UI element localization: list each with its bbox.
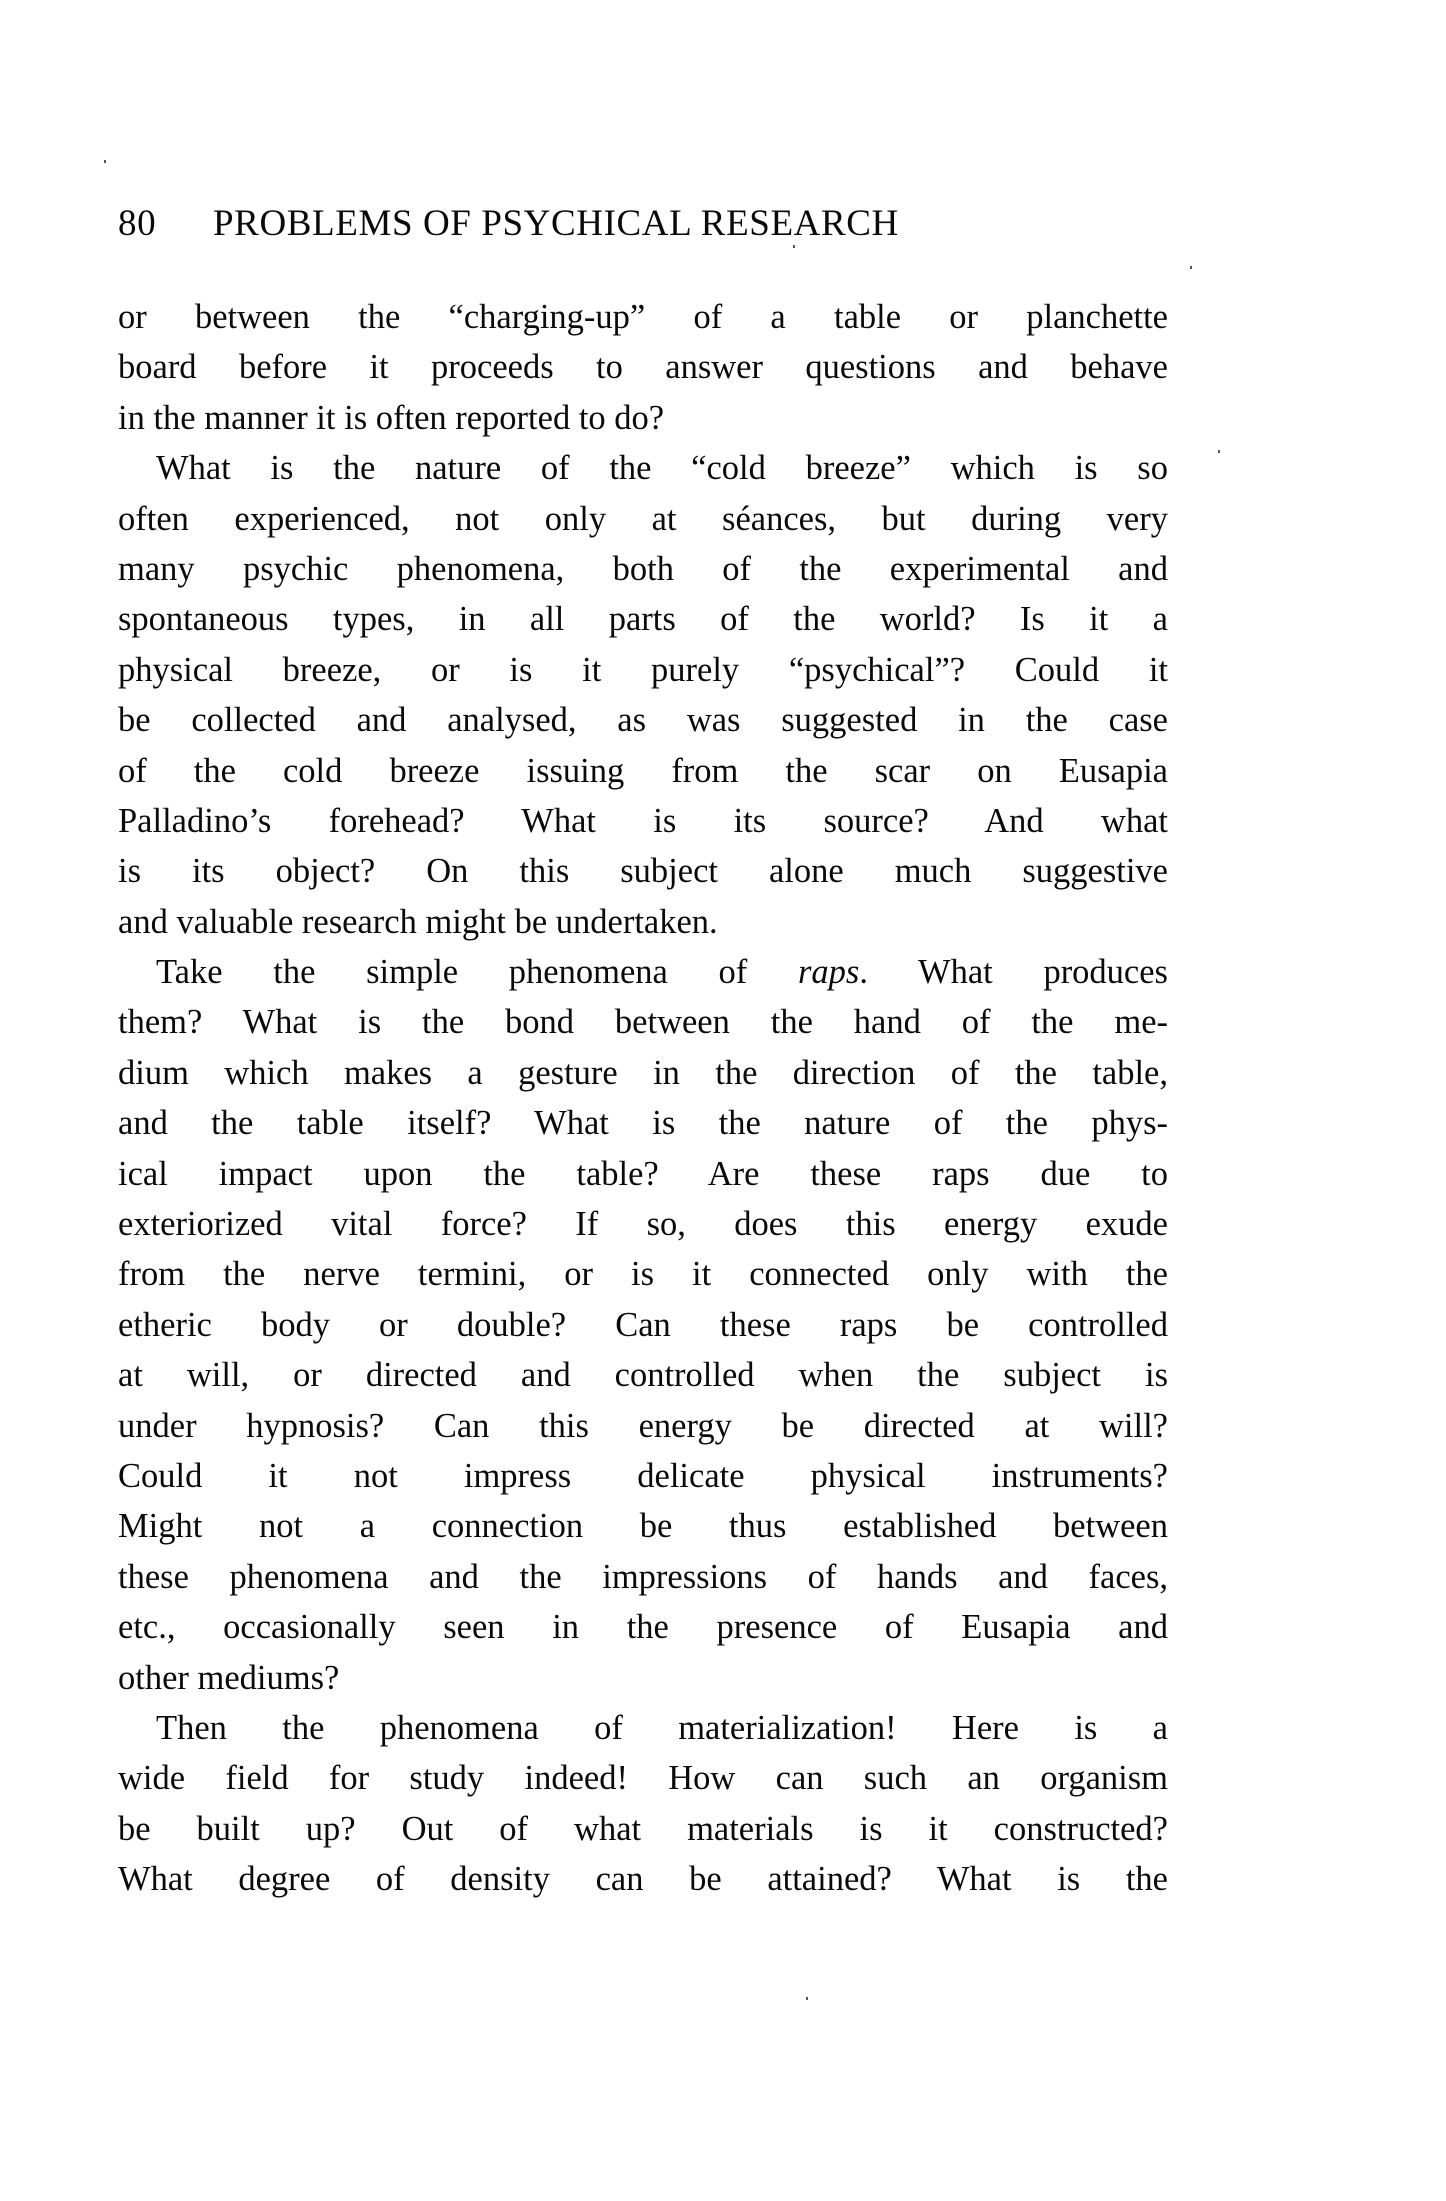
text-line: exteriorized vital force? If so, does this energy exude: [118, 1205, 1168, 1244]
scan-speck: [806, 1997, 808, 2000]
text-line: be collected and analysed, as was suggested in the case: [118, 701, 1168, 740]
text-line: these phenomena and the impressions of hands and faces,: [118, 1557, 1168, 1596]
text-line: ical impact upon the table? Are these raps due to: [118, 1154, 1168, 1193]
text-line: them? What is the bond between the hand of the me-: [118, 1003, 1168, 1042]
text-line: dium which makes a gesture in the direction of the table,: [118, 1053, 1168, 1092]
text-line: etc., occasionally seen in the presence of Eusapia and: [118, 1608, 1168, 1647]
text-line: etheric body or double? Can these raps be controlled: [118, 1305, 1168, 1344]
text-line: Then the phenomena of materialization! Here is a: [156, 1708, 1168, 1747]
text-line: physical breeze, or is it purely “psychical”? Could it: [118, 650, 1168, 689]
running-header: [118, 200, 1118, 248]
scan-speck: [1218, 450, 1220, 453]
text-line: other mediums?: [118, 1658, 340, 1697]
text-line: and valuable research might be undertaken.: [118, 902, 718, 941]
scan-speck: [793, 245, 795, 248]
text-line: and the table itself? What is the nature of the phys-: [118, 1104, 1168, 1143]
text-line: under hypnosis? Can this energy be directed at will?: [118, 1406, 1168, 1445]
text-line: be built up? Out of what materials is it constructed?: [118, 1809, 1168, 1848]
text-line: spontaneous types, in all parts of the world? Is it a: [118, 600, 1168, 639]
scan-speck: [104, 160, 106, 163]
running-title: PROBLEMS OF PSYCHICAL RESEARCH: [213, 203, 899, 244]
text-line: [118, 947, 1168, 997]
scan-speck: [1190, 266, 1192, 269]
text-line: Palladino’s forehead? What is its source? And what: [118, 801, 1168, 840]
text-run: Take the simple phenomena of: [156, 953, 798, 992]
text-line: is its object? On this subject alone much suggestive: [118, 852, 1168, 891]
text-line: What degree of density can be attained? What is the: [118, 1860, 1168, 1899]
text-line: Could it not impress delicate physical instruments?: [118, 1456, 1168, 1495]
text-line: Might not a connection be thus established between: [118, 1507, 1168, 1546]
text-line: or between the “charging-up” of a table or planchette: [118, 298, 1168, 336]
text-line: in the manner it is often reported to do?: [118, 398, 665, 437]
text-line: board before it proceeds to answer questions and behave: [118, 348, 1168, 387]
text-line: What is the nature of the “cold breeze” which is so: [156, 449, 1168, 488]
text-line: wide field for study indeed! How can such an organism: [118, 1759, 1168, 1798]
emphasis-raps: raps: [797, 953, 860, 992]
text-line: often experienced, not only at séances, but during very: [118, 499, 1168, 538]
text-line: many psychic phenomena, both of the experimental and: [118, 549, 1168, 588]
text-run: . What produces: [859, 953, 1168, 992]
text-line: at will, or directed and controlled when the subject is: [118, 1356, 1168, 1395]
page-number: 80: [118, 203, 157, 244]
body-text: [118, 292, 1168, 1905]
text-line: of the cold breeze issuing from the scar on Eusapia: [118, 751, 1168, 790]
text-line: from the nerve termini, or is it connected only with the: [118, 1255, 1168, 1294]
